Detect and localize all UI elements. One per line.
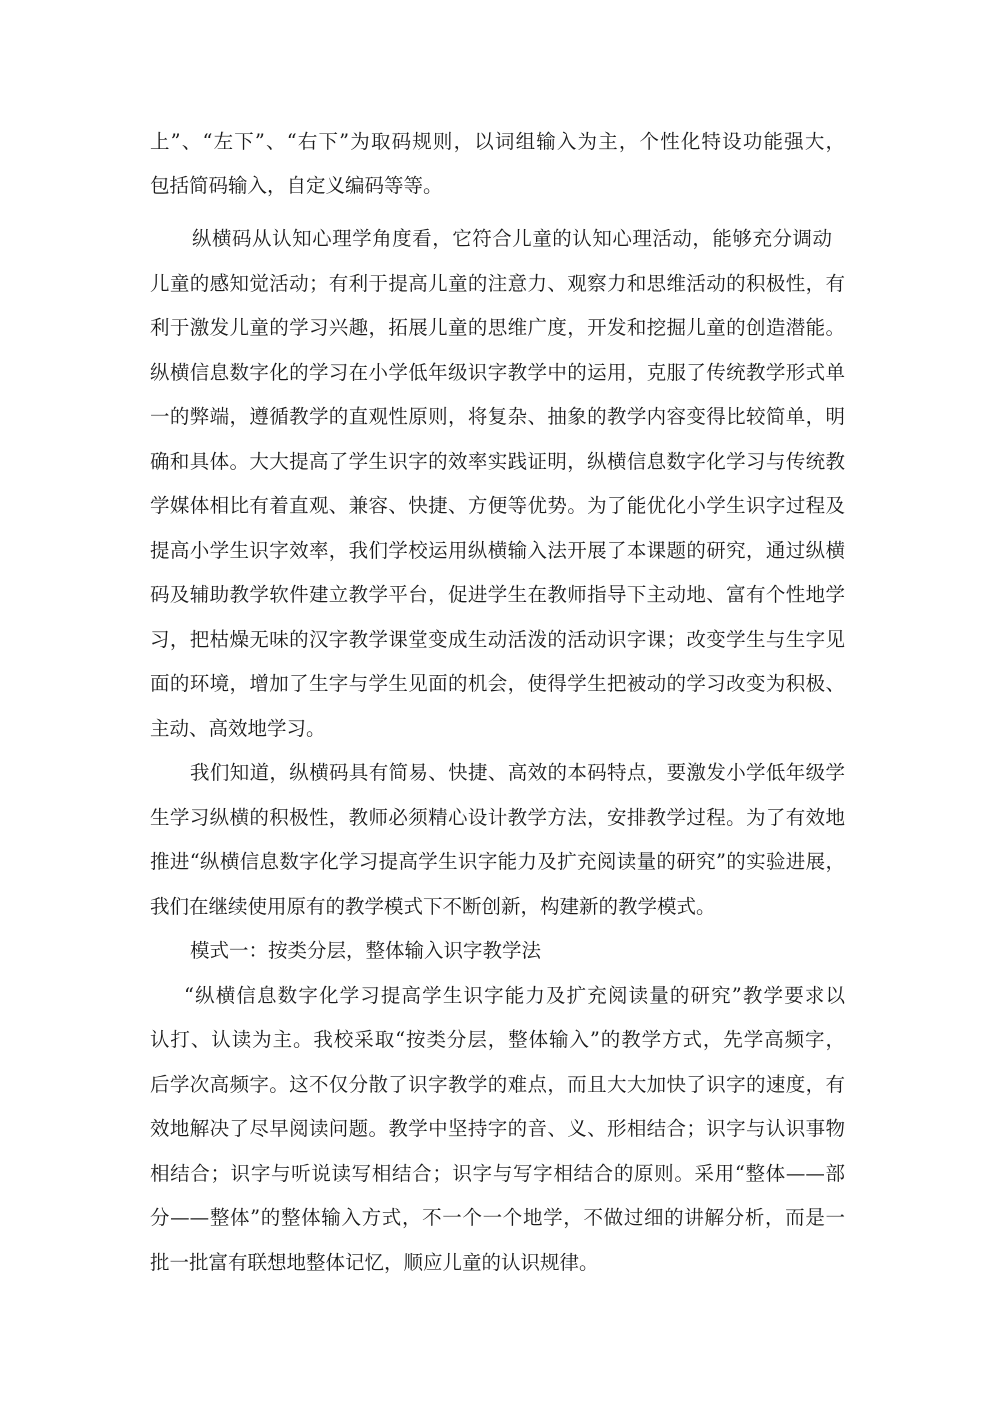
text-line: 认打、认读为主。我校采取“按类分层，整体输入”的教学方式，先学高频字， [150, 1028, 845, 1051]
paragraph-first-line: 纵横码从认知心理学角度看，它符合儿童的认知心理活动，能够充分调动 [192, 227, 832, 250]
text-line: 主动、高效地学习。 [150, 717, 326, 740]
text-line: 后学次高频字。这不仅分散了识字教学的难点，而且大大加快了识字的速度，有 [150, 1073, 845, 1096]
text-line: 分——整体”的整体输入方式，不一个一个地学，不做过细的讲解分析，而是一 [150, 1206, 845, 1229]
text-line: 学媒体相比有着直观、兼容、快捷、方便等优势。为了能优化小学生识字过程及 [150, 494, 845, 517]
text-line: 批一批富有联想地整体记忆，顺应儿童的认识规律。 [150, 1251, 599, 1274]
text-line: 我们在继续使用原有的教学模式下不断创新，构建新的教学模式。 [150, 895, 716, 918]
text-line: 生学习纵横的积极性，教师必须精心设计教学方法，安排教学过程。为了有效地 [150, 806, 845, 829]
text-line: 上”、“左下”、“右下”为取码规则，以词组输入为主，个性化特设功能强大， [150, 130, 845, 153]
section-heading: 模式一：按类分层，整体输入识字教学法 [190, 939, 542, 962]
text-line: 纵横信息数字化的学习在小学低年级识字教学中的运用，克服了传统教学形式单 [150, 361, 845, 384]
paragraph-first-line: 我们知道，纵横码具有简易、快捷、高效的本码特点，要激发小学低年级学 [190, 761, 845, 784]
text-line: 包括简码输入，自定义编码等等。 [150, 174, 443, 197]
text-line: 推进“纵横信息数字化学习提高学生识字能力及扩充阅读量的研究”的实验进展， [150, 850, 845, 873]
text-line: 确和具体。大大提高了学生识字的效率实践证明，纵横信息数字化学习与传统教 [150, 450, 845, 473]
text-line: 一的弊端，遵循教学的直观性原则，将复杂、抽象的教学内容变得比较简单，明 [150, 405, 845, 428]
text-line: 码及辅助教学软件建立教学平台，促进学生在教师指导下主动地、富有个性地学 [150, 583, 845, 606]
text-line: 面的环境，增加了生字与学生见面的机会，使得学生把被动的学习改变为积极、 [150, 672, 845, 695]
text-line: 儿童的感知觉活动；有利于提高儿童的注意力、观察力和思维活动的积极性，有 [150, 272, 845, 295]
paragraph-first-line: “纵横信息数字化学习提高学生识字能力及扩充阅读量的研究”教学要求以 [184, 984, 845, 1007]
text-line: 习，把枯燥无味的汉字教学课堂变成生动活泼的活动识字课；改变学生与生字见 [150, 628, 845, 651]
text-line: 相结合；识字与听说读写相结合；识字与写字相结合的原则。采用“整体——部 [150, 1162, 845, 1185]
text-line: 利于激发儿童的学习兴趣，拓展儿童的思维广度，开发和挖掘儿童的创造潜能。 [150, 316, 845, 339]
text-line: 效地解决了尽早阅读问题。教学中坚持字的音、义、形相结合；识字与认识事物 [150, 1117, 845, 1140]
text-line: 提高小学生识字效率，我们学校运用纵横输入法开展了本课题的研究，通过纵横 [150, 539, 845, 562]
